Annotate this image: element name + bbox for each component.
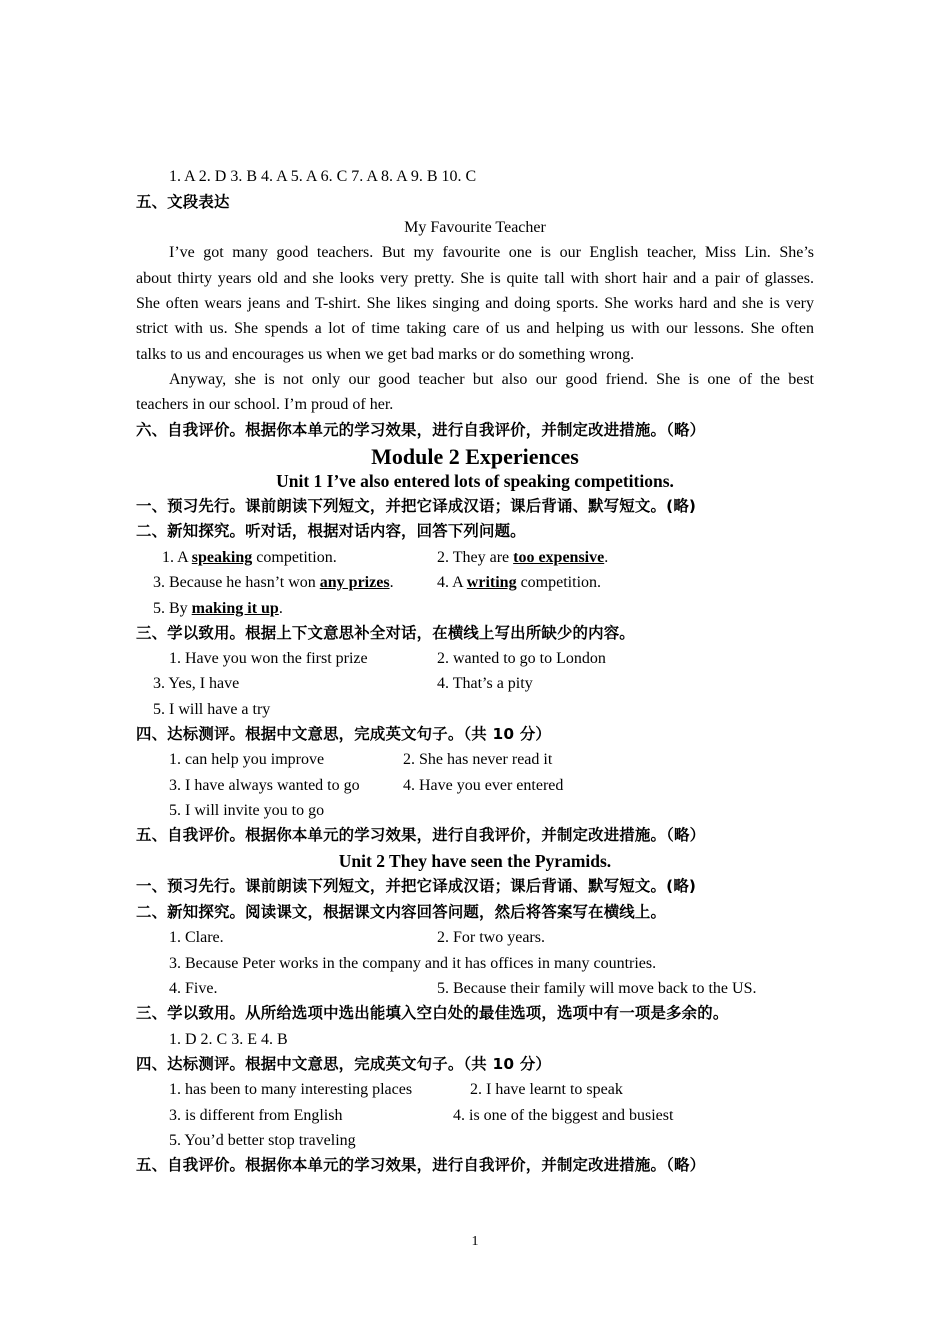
unit2-section5-heading: 五、自我评价。根据你本单元的学习效果，进行自我评价，并制定改进措施。（略）: [136, 1156, 706, 1174]
section6-heading: 六、自我评价。根据你本单元的学习效果，进行自我评价，并制定改进措施。（略）: [136, 421, 706, 439]
answer-item: 1. can help you improve: [169, 751, 325, 768]
answer-item: 3. I have always wanted to go: [169, 777, 360, 794]
answer-item: 2. wanted to go to London: [437, 650, 606, 667]
essay-line: teachers in our school. I’m proud of her.: [136, 396, 394, 413]
answer-item: 2. I have learnt to speak: [470, 1081, 623, 1098]
unit1-section3-heading: 三、学以致用。根据上下文意思补全对话，在横线上写出所缺少的内容。: [136, 624, 635, 642]
answer-item: 3. is different from English: [169, 1107, 343, 1124]
answer-key: speaking: [191, 549, 253, 566]
answer-item: 5. I will invite you to go: [169, 802, 325, 819]
answer-key: too expensive: [513, 549, 605, 566]
unit1-section4-heading: 四、达标测评。根据中文意思，完成英文句子。（共 10 分）: [136, 725, 551, 743]
unit1-section2-heading: 二、新知探究。听对话，根据对话内容，回答下列问题。: [136, 522, 526, 540]
answer-item: 2. She has never read it: [403, 751, 553, 768]
unit2-section3-answers: 1. D 2. C 3. E 4. B: [169, 1031, 288, 1048]
answer-item: 4. Have you ever entered: [403, 777, 564, 794]
answer-item: 4. is one of the biggest and busiest: [453, 1107, 674, 1124]
answer-item: 1. Have you won the first prize: [169, 650, 368, 667]
essay-line: strict with us. She spends a lot of time taking care of us and helping us with our lessons. She often: [136, 320, 814, 337]
essay-line: She often wears jeans and T-shirt. She likes singing and doing sports. She works hard and she is very: [136, 295, 814, 312]
unit2-section3-heading: 三、学以致用。从所给选项中选出能填入空白处的最佳选项，选项中有一项是多余的。: [136, 1004, 729, 1022]
answer-item: 4. Five.: [169, 980, 218, 997]
answer-item: 3. Yes, I have: [153, 675, 240, 692]
answer-key: writing: [466, 574, 517, 591]
section4-answers: 1. A 2. D 3. B 4. A 5. A 6. C 7. A 8. A 9. B 10. C: [169, 168, 477, 185]
unit1-section1-heading: 一、预习先行。课前朗读下列短文，并把它译成汉语；课后背诵、默写短文。(略): [136, 497, 697, 515]
answer-line: 1. A speaking competition.: [162, 549, 337, 566]
answer-item: 4. That’s a pity: [437, 675, 533, 692]
essay-line: Anyway, she is not only our good teacher but also our good friend. She is one of the best: [169, 371, 814, 388]
unit2-title: Unit 2 They have seen the Pyramids.: [338, 851, 612, 871]
essay-line: about thirty years old and she looks very pretty. She is quite tall with short hair and a pair of glasses.: [136, 270, 814, 287]
unit1-title: Unit 1 I’ve also entered lots of speaking competitions.: [276, 471, 674, 491]
module-title: Module 2 Experiences: [371, 444, 579, 469]
unit2-section1-heading: 一、预习先行。课前朗读下列短文，并把它译成汉语；课后背诵、默写短文。(略): [136, 877, 697, 895]
section5-heading: 五、文段表达: [136, 193, 230, 211]
answer-item: 1. Clare.: [169, 929, 224, 946]
unit1-section5-heading: 五、自我评价。根据你本单元的学习效果，进行自我评价，并制定改进措施。（略）: [136, 826, 706, 844]
unit2-section4-heading: 四、达标测评。根据中文意思，完成英文句子。（共 10 分）: [136, 1055, 551, 1073]
answer-item: 5. You’d better stop traveling: [169, 1132, 356, 1149]
answer-item: 5. I will have a try: [153, 701, 271, 718]
answer-item: 5. Because their family will move back to the US.: [437, 980, 757, 997]
answer-line: 5. By making it up.: [153, 600, 283, 617]
answer-key: any prizes: [319, 574, 390, 591]
essay-line: talks to us and encourages us when we get bad marks or do something wrong.: [136, 346, 635, 363]
answer-line: 4. A writing competition.: [437, 574, 602, 591]
answer-line: 2. They are too expensive.: [437, 549, 609, 566]
essay-title: My Favourite Teacher: [404, 219, 546, 236]
answer-item: 3. Because Peter works in the company and it has offices in many countries.: [169, 955, 657, 972]
essay-line: I’ve got many good teachers. But my favourite one is our English teacher, Miss Lin. She’s: [169, 244, 814, 261]
answer-line: 3. Because he hasn’t won any prizes.: [153, 574, 394, 591]
unit2-section2-heading: 二、新知探究。阅读课文，根据课文内容回答问题，然后将答案写在横线上。: [136, 903, 667, 921]
page-number: 1: [471, 1234, 479, 1249]
answer-item: 2. For two years.: [437, 929, 545, 946]
answer-key: making it up: [191, 600, 279, 617]
answer-item: 1. has been to many interesting places: [169, 1081, 413, 1098]
